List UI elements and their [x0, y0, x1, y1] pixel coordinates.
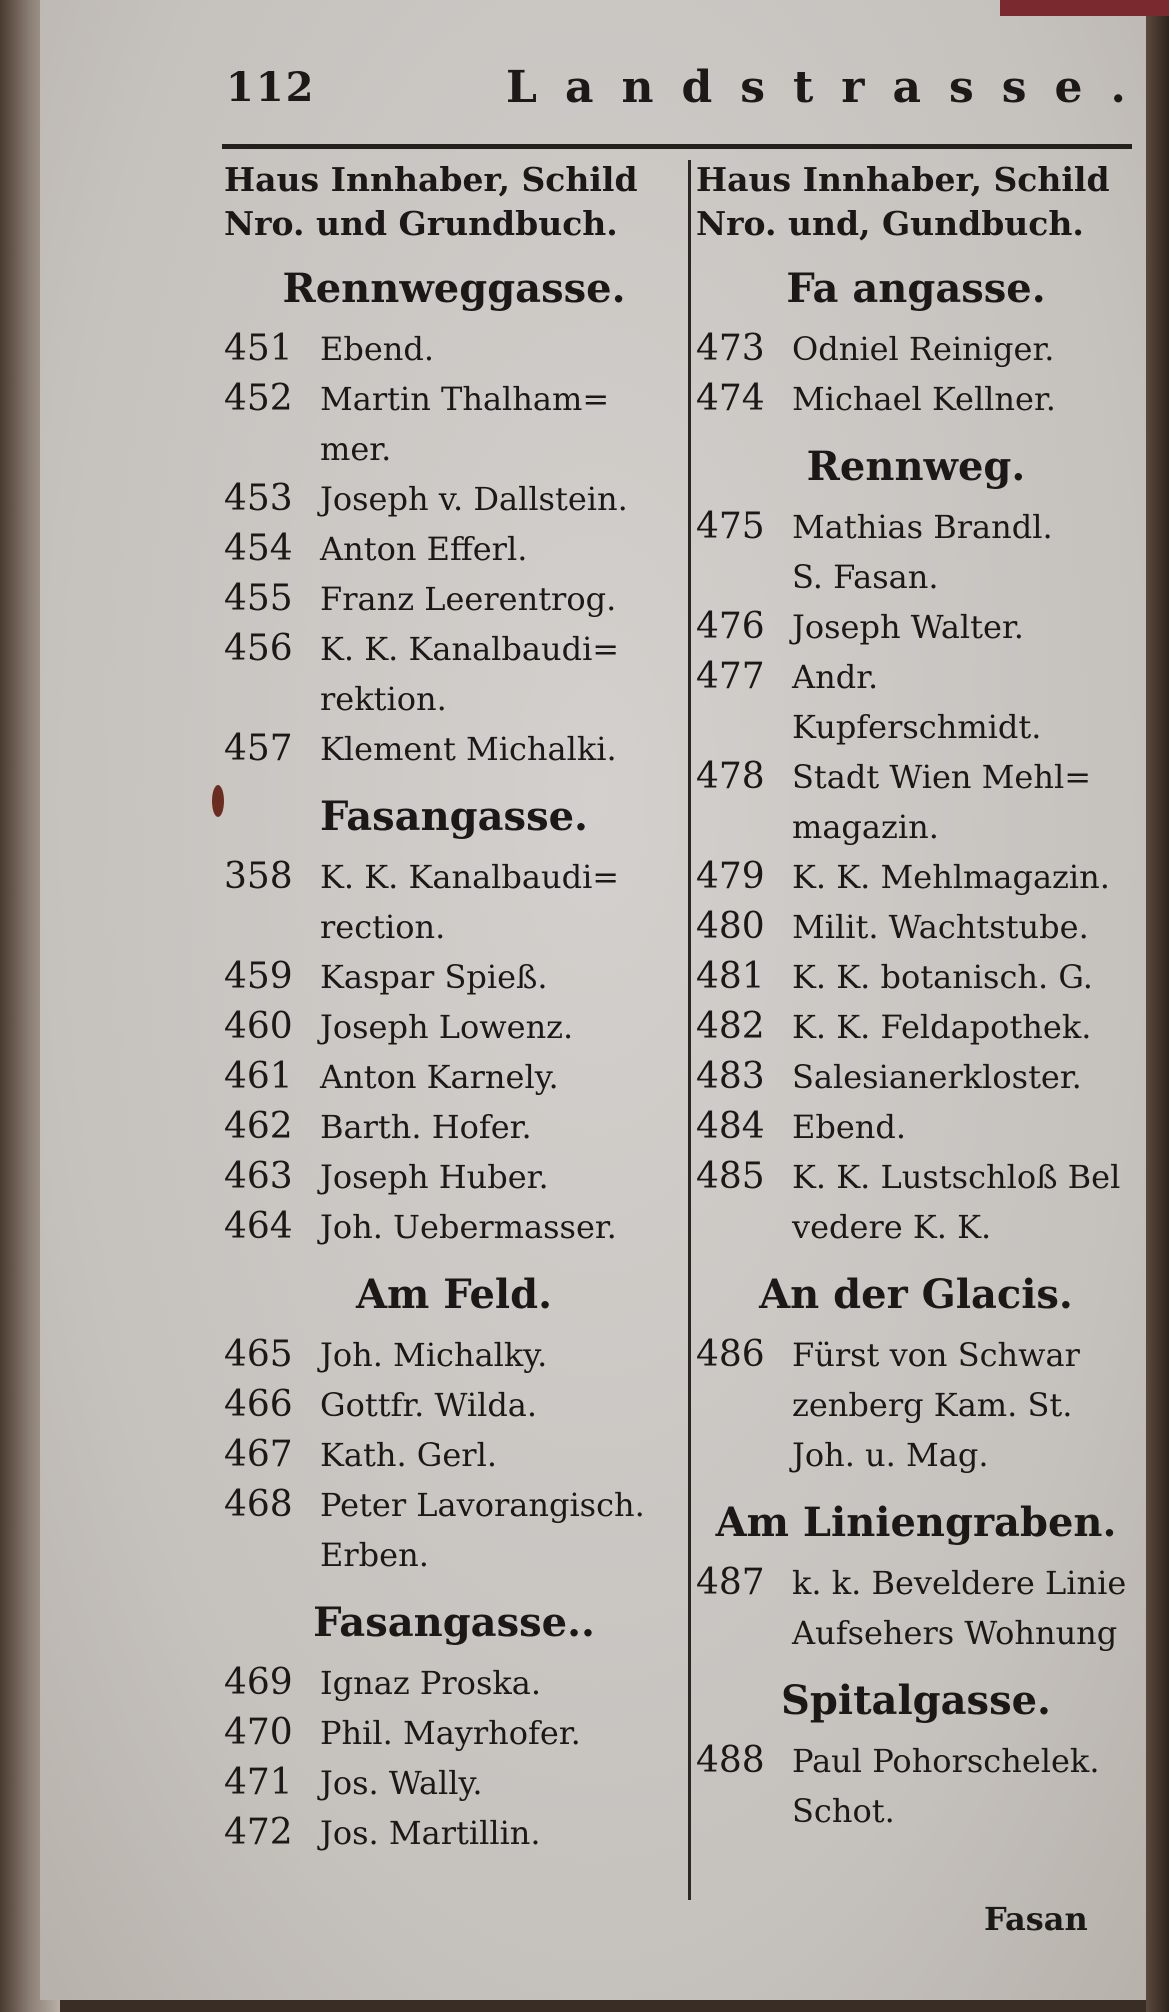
house-entry — [696, 852, 1136, 902]
house-entry — [696, 602, 1136, 652]
house-entry — [224, 574, 684, 624]
owner-name: Peter Lavorangisch. Erben. — [320, 1486, 645, 1574]
house-number: 460 — [224, 1006, 293, 1047]
house-entry — [696, 1330, 1136, 1480]
street-heading: Fa angasse. — [786, 265, 1046, 312]
house-number: 474 — [696, 378, 765, 419]
owner-name: Ignaz Proska. — [320, 1664, 541, 1702]
owner-name: Klement Michalki. — [320, 730, 617, 768]
house-number: 465 — [224, 1334, 293, 1375]
owner-name: Jos. Wally. — [320, 1764, 483, 1802]
house-number: 469 — [224, 1662, 293, 1703]
house-number: 487 — [696, 1562, 765, 1603]
house-entry — [224, 1808, 684, 1858]
street-heading: An der Glacis. — [759, 1271, 1073, 1318]
house-entry — [224, 1480, 684, 1580]
house-number: 466 — [224, 1384, 293, 1425]
house-number: 457 — [224, 728, 293, 769]
house-entry — [224, 1202, 684, 1252]
owner-name: k. k. Beveldere Linie Aufsehers Wohnung — [792, 1564, 1127, 1652]
owner-name: Odniel Reiniger. — [792, 330, 1055, 368]
house-entry — [696, 902, 1136, 952]
house-number: 479 — [696, 856, 765, 897]
house-number: 488 — [696, 1740, 765, 1781]
house-number: 482 — [696, 1006, 765, 1047]
street-heading: Am Feld. — [355, 1271, 553, 1318]
house-number: 473 — [696, 328, 765, 369]
owner-name: Joseph Huber. — [320, 1158, 549, 1196]
house-number: 454 — [224, 528, 293, 569]
owner-name: Jos. Martillin. — [320, 1814, 541, 1852]
catchword: Fasan — [984, 1900, 1088, 1938]
street-heading: Rennweggasse. — [282, 265, 626, 312]
house-number: 478 — [696, 756, 765, 797]
house-entry — [224, 324, 684, 374]
house-entry — [696, 374, 1136, 424]
left-entries — [224, 260, 684, 1858]
owner-name: Andr. Kupferschmidt. — [792, 658, 1042, 746]
house-entry — [224, 1152, 684, 1202]
house-entry — [696, 952, 1136, 1002]
owner-name: Franz Leerentrog. — [320, 580, 617, 618]
street-heading: Fasangasse.. — [313, 1599, 595, 1646]
right-entries — [696, 260, 1136, 1836]
left-column — [224, 158, 684, 1858]
owner-name: Salesianerkloster. — [792, 1058, 1082, 1096]
house-number: 456 — [224, 628, 293, 669]
house-number: 462 — [224, 1106, 293, 1147]
house-entry — [224, 624, 684, 724]
owner-name: Joseph Walter. — [792, 608, 1024, 646]
house-number: 453 — [224, 478, 293, 519]
column-heading: Haus Innhaber, Schild — [224, 160, 638, 199]
house-entry — [696, 1052, 1136, 1102]
house-entry — [696, 752, 1136, 852]
owner-name: Joh. Uebermasser. — [320, 1208, 617, 1246]
house-entry — [224, 374, 684, 474]
house-number: 459 — [224, 956, 293, 997]
header-rule — [222, 144, 1132, 149]
owner-name: K. K. botanisch. G. — [792, 958, 1093, 996]
house-entry — [224, 1708, 684, 1758]
house-entry — [224, 524, 684, 574]
street-heading: Spitalgasse. — [781, 1677, 1051, 1724]
owner-name: Fürst von Schwar zenberg Kam. St. Joh. u. Mag. — [792, 1336, 1080, 1474]
house-entry — [696, 502, 1136, 602]
house-number: 480 — [696, 906, 765, 947]
ink-stain — [212, 785, 224, 817]
owner-name: K. K. Kanalbaudi= rection. — [320, 858, 620, 946]
house-number: 485 — [696, 1156, 765, 1197]
owner-name: K. K. Lustschloß Bel vedere K. K. — [792, 1158, 1121, 1246]
column-heading: Nro. und, Gundbuch. — [696, 204, 1084, 243]
owner-name: K. K. Feldapothek. — [792, 1008, 1092, 1046]
house-number: 477 — [696, 656, 765, 697]
page-header — [226, 62, 1154, 124]
owner-name: Gottfr. Wilda. — [320, 1386, 538, 1424]
house-number: 481 — [696, 956, 765, 997]
house-number: 451 — [224, 328, 293, 369]
house-entry — [224, 852, 684, 952]
house-entry — [224, 1380, 684, 1430]
house-entry — [696, 1558, 1136, 1658]
house-number: 483 — [696, 1056, 765, 1097]
house-number: 476 — [696, 606, 765, 647]
owner-name: Joh. Michalky. — [320, 1336, 548, 1374]
owner-name: Martin Thalham= mer. — [320, 380, 610, 468]
owner-name: Barth. Hofer. — [320, 1108, 532, 1146]
house-entry — [224, 1330, 684, 1380]
column-heading: Haus Innhaber, Schild — [696, 160, 1110, 199]
owner-name: Paul Pohorschelek. Schot. — [792, 1742, 1100, 1830]
column-divider — [688, 160, 691, 1900]
house-number: 484 — [696, 1106, 765, 1147]
house-entry — [224, 952, 684, 1002]
street-heading: Am Liniengraben. — [715, 1499, 1117, 1546]
house-number: 471 — [224, 1762, 293, 1803]
house-entry — [696, 1102, 1136, 1152]
house-entry — [224, 1758, 684, 1808]
page-number: 112 — [226, 64, 316, 111]
house-entry — [224, 1102, 684, 1152]
cover-edge — [1000, 0, 1169, 16]
house-entry — [696, 652, 1136, 752]
house-entry — [224, 1002, 684, 1052]
house-number: 464 — [224, 1206, 293, 1247]
owner-name: Kaspar Spieß. — [320, 958, 548, 996]
house-number: 455 — [224, 578, 293, 619]
house-entry — [224, 1658, 684, 1708]
house-entry — [696, 324, 1136, 374]
house-number: 463 — [224, 1156, 293, 1197]
street-heading: Fasangasse. — [320, 793, 588, 840]
page-edge — [1146, 0, 1169, 2012]
house-entry — [224, 1052, 684, 1102]
owner-name: Ebend. — [320, 330, 435, 368]
street-heading: Rennweg. — [806, 443, 1026, 490]
house-number: 486 — [696, 1334, 765, 1375]
house-entry — [696, 1736, 1136, 1836]
owner-name: Stadt Wien Mehl= magazin. — [792, 758, 1092, 846]
house-entry — [696, 1152, 1136, 1252]
house-number: 470 — [224, 1712, 293, 1753]
owner-name: K. K. Kanalbaudi= rektion. — [320, 630, 620, 718]
owner-name: Anton Efferl. — [320, 530, 528, 568]
owner-name: Joseph Lowenz. — [320, 1008, 574, 1046]
owner-name: K. K. Mehlmagazin. — [792, 858, 1110, 896]
running-head: Landstrasse. — [506, 62, 1154, 113]
owner-name: Ebend. — [792, 1108, 907, 1146]
house-entry — [696, 1002, 1136, 1052]
owner-name: Anton Karnely. — [320, 1058, 559, 1096]
house-number: 461 — [224, 1056, 293, 1097]
house-entry — [224, 474, 684, 524]
right-column — [696, 158, 1136, 1836]
owner-name: Kath. Gerl. — [320, 1436, 497, 1474]
owner-name: Mathias Brandl. S. Fasan. — [792, 508, 1053, 596]
house-number: 472 — [224, 1812, 293, 1853]
owner-name: Milit. Wachtstube. — [792, 908, 1089, 946]
owner-name: Joseph v. Dallstein. — [320, 480, 628, 518]
owner-name: Michael Kellner. — [792, 380, 1056, 418]
column-heading: Nro. und Grundbuch. — [224, 204, 618, 243]
house-number: 475 — [696, 506, 765, 547]
house-number: 467 — [224, 1434, 293, 1475]
house-entry — [224, 1430, 684, 1480]
house-number: 468 — [224, 1484, 293, 1525]
house-number: 358 — [224, 856, 293, 897]
owner-name: Phil. Mayrhofer. — [320, 1714, 581, 1752]
house-entry — [224, 724, 684, 774]
house-number: 452 — [224, 378, 293, 419]
